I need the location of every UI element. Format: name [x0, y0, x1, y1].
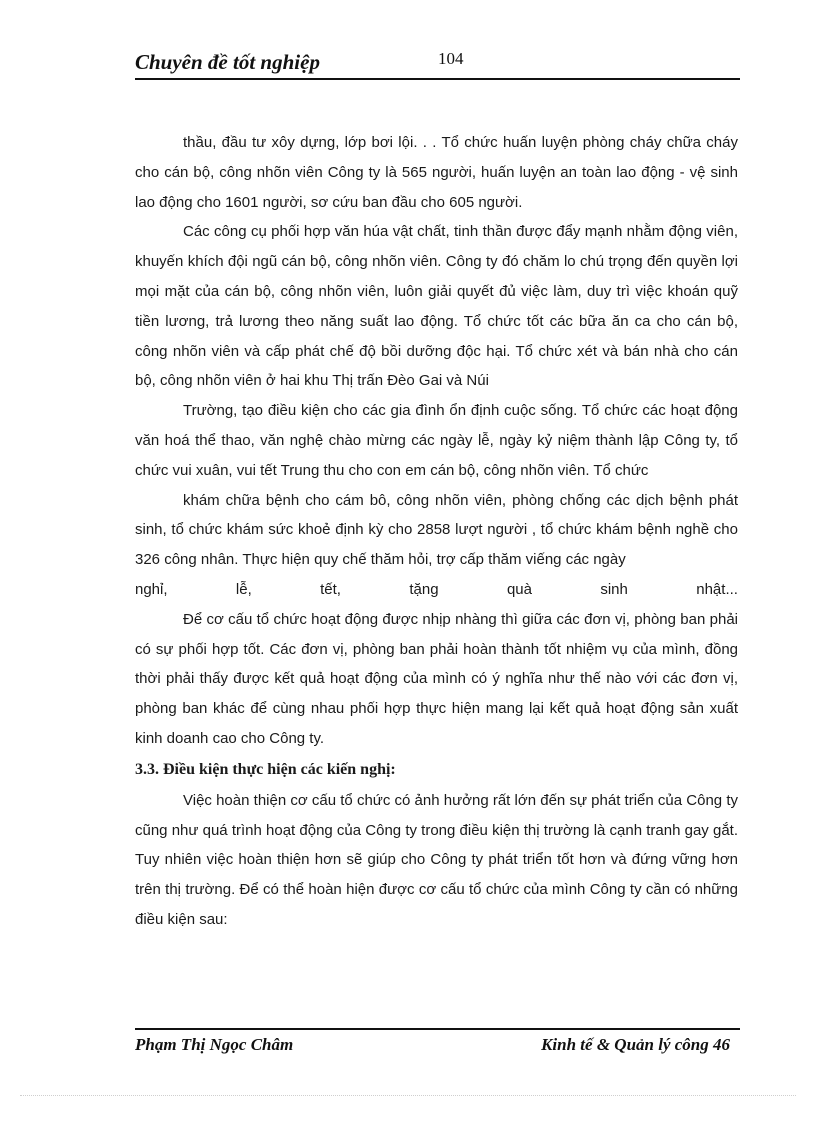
spread-word: tết, — [320, 580, 341, 598]
spread-word: nhật... — [696, 580, 738, 598]
page-number: 104 — [438, 49, 464, 68]
document-title: Chuyên đề tốt nghiệp — [135, 50, 320, 74]
paragraph: Để cơ cấu tổ chức hoạt động được nhịp nhàng thì giữa các đơn vị, phòng ban phải có sự phối hợp tốt. Các đơn vị, phòng ban phải hoàn thành tốt nhiệm vụ của mình, đồng thời phải thấy được kết quả hoạt động của mình có ý nghĩa như thế nào với các đơn vị, phòng ban khác để cùng nhau phối hợp thực hiện mang lại kết quả hoạt động sản xuất kinh doanh cao cho Công ty. — [135, 610, 738, 747]
paragraph: Các công cụ phối hợp văn húa vật chất, tinh thần được đẩy mạnh nhằm động viên, khuyến khích đội ngũ cán bộ, công nhõn viên. Công ty đó chăm lo chú trọng đến quyền lợi mọi mặt của cán bộ, công nhõn viên, luôn giải quyết đủ việc làm, duy trì việc khoán quỹ tiền lương, trả lương theo năng suất lao động. Tổ chức tốt các bữa ăn ca cho cán bộ, công nhõn viên và cấp phát chế độ bồi dưỡng độc hại. Tổ chức xét và bán nhà cho cán bộ, công nhõn viên ở hai khu Thị trấn Đèo Gai và Núi — [135, 223, 738, 390]
spread-word: quà — [506, 580, 532, 598]
spread-line — [135, 575, 738, 605]
section-heading: 3.3. Điều kiện thực hiện các kiến nghị: — [135, 760, 396, 778]
spread-word: sinh — [600, 580, 628, 598]
footer-class: Kinh tế & Quản lý công 46 — [541, 1035, 730, 1054]
spread-word: nghỉ, — [135, 580, 168, 598]
footer-author: Phạm Thị Ngọc Châm — [135, 1035, 294, 1054]
page-header — [135, 44, 740, 80]
page-footer — [135, 1028, 740, 1064]
paragraph: thầu, đầu tư xôy dựng, lớp bơi lội. . . Tổ chức huấn luyện phòng cháy chữa cháy cho cán bộ, công nhõn viên Công ty là 565 người, huấn luyện an toàn lao động - vệ sinh lao động cho 1601 người, sơ cứu ban đầu cho 605 người. — [135, 134, 738, 211]
spread-word: lễ, — [235, 580, 252, 598]
page-edge-divider — [20, 1095, 796, 1096]
paragraph: Việc hoàn thiện cơ cấu tổ chức có ảnh hưởng rất lớn đến sự phát triển của Công ty cũng như quá trình hoạt động của Công ty trong điều kiện thị trường là cạnh tranh gay gắt. Tuy nhiên việc hoàn thiện hơn sẽ giúp cho Công ty phát triển tốt hơn và đứng vững hơn trên thị trường. Để có thể hoàn hiện được cơ cấu tổ chức của mình Công ty cần có những điều kiện sau: — [135, 791, 738, 928]
paragraph: Trường, tạo điều kiện cho các gia đình ổn định cuộc sống. Tổ chức các hoạt động văn hoá thể thao, văn nghệ chào mừng các ngày lễ, ngày kỷ niệm thành lập Công ty, tổ chức vui xuân, vui tết Trung thu cho con em cán bộ, công nhõn viên. Tổ chức — [135, 402, 738, 479]
document-body — [135, 128, 738, 935]
spread-word: tặng — [409, 580, 439, 598]
paragraph: khám chữa bệnh cho cám bô, công nhõn viên, phòng chống các dịch bệnh phát sinh, tổ chức khám sức khoẻ định kỳ cho 2858 lượt người , tổ chức khám bệnh nghề cho 326 công nhân. Thực hiện quy chế thăm hỏi, trợ cấp thăm viếng các ngày — [135, 491, 738, 569]
